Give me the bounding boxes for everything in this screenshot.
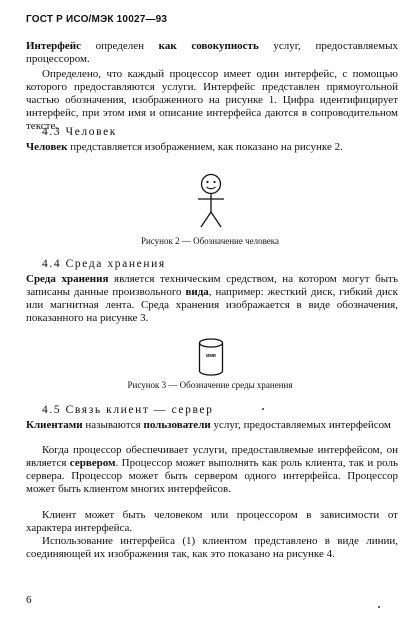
term-users: пользователи (143, 419, 211, 431)
term-interface: Интерфейс (26, 40, 82, 52)
term-clients: Клиентами (26, 419, 83, 431)
person-symbol-figure (190, 172, 234, 232)
term-person: Человек (26, 141, 68, 153)
paragraph-clients (26, 419, 398, 432)
paragraph-server (26, 444, 398, 496)
text-span: , например: жесткий диск, гибкий диск или магнитная лента. Среда хранения изображается в виде обозначения, показанного на рисунке 3. (26, 286, 398, 324)
term-storage-medium: Среда хранения (26, 273, 109, 285)
paragraph-person (26, 141, 398, 154)
term-kind: вида (185, 286, 209, 298)
term-set: как совокупность (158, 40, 259, 52)
section-heading-4-4: 4.4 Среда хранения (42, 258, 166, 270)
term-server: сервером (69, 457, 116, 469)
storage-name-label: имя (206, 353, 216, 359)
stray-mark (262, 408, 264, 410)
paragraph-client-types: Клиент может быть человеком или процессором в зависимости от характера интерфейса. (26, 509, 398, 534)
text-span: называются (82, 419, 144, 431)
text-span: представляется изображением, как показано на рисунке 2. (67, 141, 343, 153)
section-heading-4-5: 4.5 Связь клиент — сервер (42, 404, 214, 416)
page-header: ГОСТ Р ИСО/МЭК 10027—93 (26, 14, 168, 25)
section-heading-4-3: 4.3 Человек (42, 126, 117, 138)
page-number: 6 (26, 594, 32, 606)
paragraph-storage-medium (26, 273, 398, 325)
text-span: определен (81, 40, 159, 52)
figure-3-caption: Рисунок 3 — Обозначение среды хранения (127, 380, 293, 390)
paragraph-interface-description: Определено, что каждый процессор имеет один интерфейс, с помощью которого предоставляются услуги. Интерфейс представлен прямоугольной частью обозначения, изображенного на рисунке 1. Цифра идентифицирует интерфейс, при этом имя и описание интерфейса даются в сопроводительном тексте. (26, 68, 398, 132)
text-span: . Процессор может выполнять как роль клиента, так и роль сервера. Процессор может быть сервером одного интерфейса. Процессор может быть клиентом многих интерфейсов. (26, 457, 398, 495)
figure-2-caption: Рисунок 2 — Обозначение человека (140, 236, 280, 246)
text-span: является техническим средством, на котором могут быть записаны данные произвольного (26, 273, 398, 298)
text-span: услуг, предоставляемых процессором. (26, 40, 398, 65)
paragraph-interface-usage: Использование интерфейса (1) клиентом представлено в виде линии, соединяющей их изображения так, как это показано на рисунке 4. (26, 535, 398, 560)
storage-symbol-figure (198, 338, 224, 376)
text-span: услуг, предоставляемых интерфейсом (210, 419, 391, 431)
paragraph-interface-definition (26, 40, 398, 66)
text-span: Когда процессор обеспечивает услуги, предоставляемые интерфейсом, он является (26, 444, 398, 469)
stray-mark (378, 606, 380, 608)
